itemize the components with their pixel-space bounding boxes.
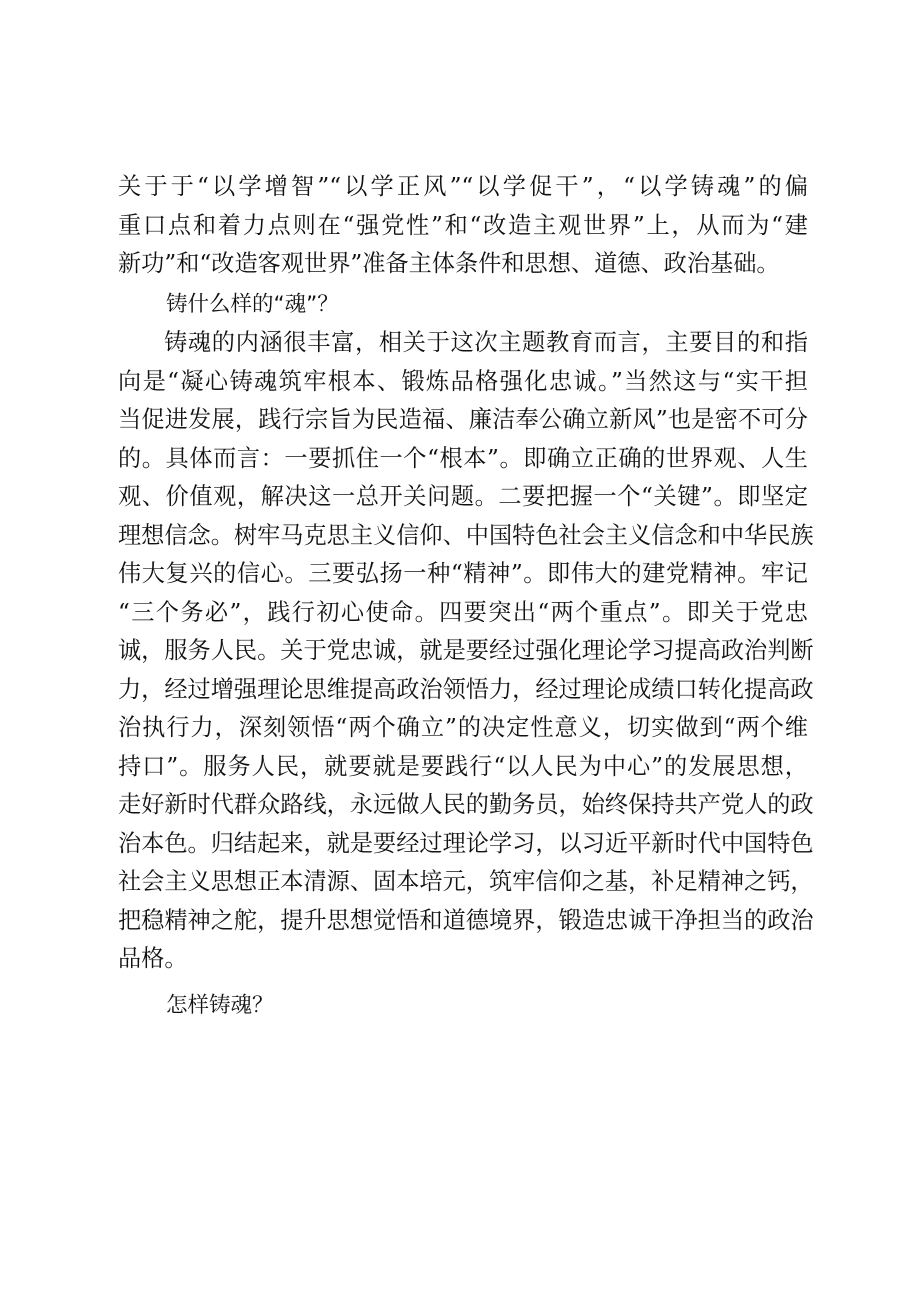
- text-line: 当促进发展，践行宗旨为民造福、廉洁奉公确立新风”也是密不可分: [118, 406, 808, 433]
- text-line: 社会主义思想正本清源、固本培元，筑牢信仰之基，补足精神之钙，: [118, 868, 814, 895]
- text-line: 重口点和着力点则在“强党性”和“改造主观世界”上，从而为“建: [118, 211, 808, 239]
- text-line: 走好新时代群众路线，永远做人民的勤务员，始终保持共产党人的政: [118, 791, 814, 818]
- paragraph-main: [118, 324, 814, 979]
- text-line: 向是“凝心铸魂筑牢根本、锻炼品格强化忠诚。”当然这与“实干担: [118, 367, 808, 395]
- text-line: 持口”。服务人民，就要就是要践行“以人民为中心”的发展思想，: [118, 752, 808, 780]
- text-line: 诚，服务人民。关于党忠诚，就是要经过强化理论学习提高政治判断: [118, 637, 814, 664]
- section-heading-what-soul: 铸什么样的“魂”？: [166, 291, 339, 317]
- text-line: 治执行力，深刻领悟“两个确立”的决定性意义，切实做到“两个维: [118, 714, 808, 741]
- section-heading-how-soul: 怎样铸魂？: [166, 992, 274, 1018]
- document-page: [118, 168, 814, 1025]
- text-line: “三个务必”，践行初心使命。四要突出“两个重点”。即关于党忠: [118, 598, 808, 626]
- text-line: 关于于“以学增智”“以学正风”“以学促干”，“以学铸魂”的偏: [118, 173, 808, 200]
- text-line: 铸魂的内涵很丰富，相关于这次主题教育而言，主要目的和指: [164, 329, 808, 356]
- text-line: 理想信念。树牢马克思主义信仰、中国特色社会主义信念和中华民族: [118, 521, 814, 549]
- text-line: 伟大复兴的信心。三要弘扬一种“精神”。即伟大的建党精神。牢记: [118, 560, 808, 587]
- text-line: 治本色。归结起来，就是要经过理论学习，以习近平新时代中国特色: [118, 829, 814, 857]
- text-line: 品格。: [118, 945, 188, 972]
- text-line: 的。具体而言：一要抓住一个“根本”。即确立正确的世界观、人生: [118, 444, 808, 472]
- text-line: 新功”和“改造客观世界”准备主体条件和思想、道德、政治基础。: [118, 250, 780, 277]
- paragraph-intro: [118, 168, 808, 284]
- text-line: 力，经过增强理论思维提高政治领悟力，经过理论成绩口转化提高政: [118, 675, 814, 703]
- text-line: 把稳精神之舵，提升思想觉悟和道德境界，锻造忠诚干净担当的政治: [118, 906, 814, 934]
- text-line: 观、价值观，解决这一总开关问题。二要把握一个“关键”。即坚定: [118, 483, 808, 510]
